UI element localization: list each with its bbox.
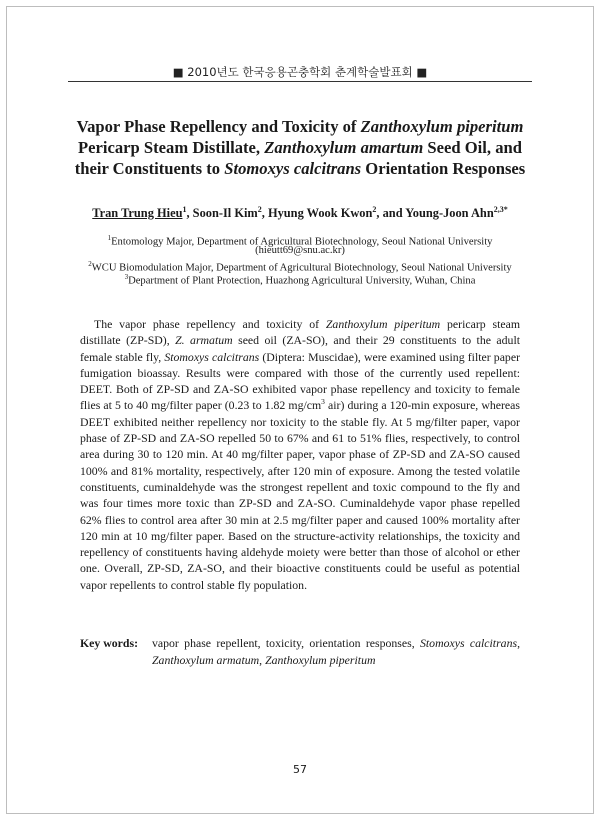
affil-mark: 2: [88, 260, 92, 268]
author-affil-mark: 2,3*: [493, 205, 508, 214]
page-number: 57: [293, 763, 307, 776]
affil-text: Department of Plant Protection, Huazhong Agricultural University, Wuhan, China: [128, 275, 476, 287]
keywords-label: Key words:: [80, 636, 138, 650]
title-species: Zanthoxylum amartum: [264, 138, 424, 157]
paper-title: [60, 116, 540, 179]
title-species: Zanthoxylum piperitum: [360, 117, 524, 136]
title-species: Stomoxys calcitrans: [224, 159, 362, 178]
title-line-1: [60, 116, 540, 137]
affiliation-3: [40, 270, 560, 289]
title-text: their Constituents to: [74, 159, 225, 178]
author-affil-mark: 2: [372, 205, 377, 214]
abstract-species: Stomoxys calcitrans: [164, 349, 260, 364]
author-affil-mark: 1: [182, 205, 187, 214]
keyword-species: Zanthoxylum armatum: [152, 652, 260, 667]
title-text: Seed Oil, and: [423, 138, 522, 157]
keywords: [80, 635, 520, 668]
abstract-species: Z. armatum: [175, 333, 233, 348]
author-email: [40, 244, 560, 258]
abstract-text: (Diptera: Muscidae), were examined using filter paper fumigation bioassay. Results were compared with those of the currently used repellent: DEET. Both of ZP-SD and ZA-SO exhibited vapor phase repellency and toxicity to female flies at 5 to 40 mg/filter paper (0.23 to 1.82 mg/cm: [80, 349, 520, 413]
keyword-species: Zanthoxylum piperitum: [265, 652, 376, 667]
author-name: Young-Joon Ahn: [405, 206, 494, 221]
abstract-text: pericarp steam distillate (ZP-SD),: [80, 317, 520, 348]
affil-mark: 3: [124, 273, 129, 281]
abstract-text: The vapor phase repellency and toxicity of: [94, 317, 326, 331]
title-text: Pericarp Steam Distillate,: [78, 138, 265, 157]
affil-text: WCU Biomodulation Major, Department of Agricultural Biotechnology, Seoul National University: [91, 262, 512, 274]
affil-mark: 1: [107, 234, 112, 242]
keyword-species: Stomoxys calcitrans: [420, 636, 518, 650]
author-name: Soon-Il Kim: [192, 206, 258, 221]
running-header: ■ 2010년도 한국응용곤충학회 춘계학술발표회 ■: [172, 65, 428, 79]
email-text: (hieutt69@snu.ac.kr): [255, 245, 345, 256]
author-affil-mark: 2: [257, 205, 262, 214]
title-text: Vapor Phase Repellency and Toxicity of: [76, 117, 361, 136]
keyword-text: vapor phase repellent, toxicity, orientation responses,: [152, 636, 420, 650]
abstract-text: air) during a 120-min exposure, whereas DEET exhibited neither repellency nor toxicity to the stable fly. At 5 mg/filter paper, vapor phase of ZP-SD and ZA-SO repelled 50 to 67% and 61 to 51% flies, respectively, to control area during 30 to 120 min. At 40 mg/filter paper, vapor phase of ZP-SD and ZA-SO caused 100% and 81% mortality, respectively, after 120 min of exposure. Among the tested volatile constituents, cuminaldehyde was the strongest repellent and toxic compound to the fly and was four times more toxic than ZP-SD and ZA-SO. Cuminaldehyde vapor phase repelled 62% flies to control area after 30 min at 2.5 mg/filter paper and caused 100% mortality after 120 min at 10 mg/filter paper. Based on the structure-activity relationships, the toxicity and repellency of constituents having aldehyde moiety were better than those of alcohol or ether one. Overall, ZP-SD, ZA-SO, and their bioactive constituents could be useful as potential vapor repellents to control stable fly population.: [80, 398, 520, 592]
author-name: Hyung Wook Kwon: [267, 206, 373, 221]
abstract-text: seed oil (ZA-SO), and their 29 constituents to the adult female stable fly,: [80, 333, 521, 364]
title-text: Orientation Responses: [361, 159, 526, 178]
author-name: Tran Trung Hieu: [92, 206, 183, 221]
keyword-text: ,: [259, 652, 266, 667]
title-line-2: [60, 137, 540, 158]
abstract-superscript: 3: [321, 397, 325, 407]
author-list: [40, 205, 560, 221]
header-rule: [68, 81, 532, 82]
title-line-3: [60, 158, 540, 179]
abstract-paragraph: [80, 316, 520, 593]
affil-text: Entomology Major, Department of Agricultural Biotechnology, Seoul National University: [111, 236, 493, 248]
keyword-text: ,: [517, 636, 521, 650]
author-separator: ,: [186, 206, 193, 221]
abstract-species: Zanthoxylum piperitum: [325, 317, 441, 331]
author-separator: ,: [261, 206, 268, 221]
author-separator: , and: [376, 206, 406, 221]
